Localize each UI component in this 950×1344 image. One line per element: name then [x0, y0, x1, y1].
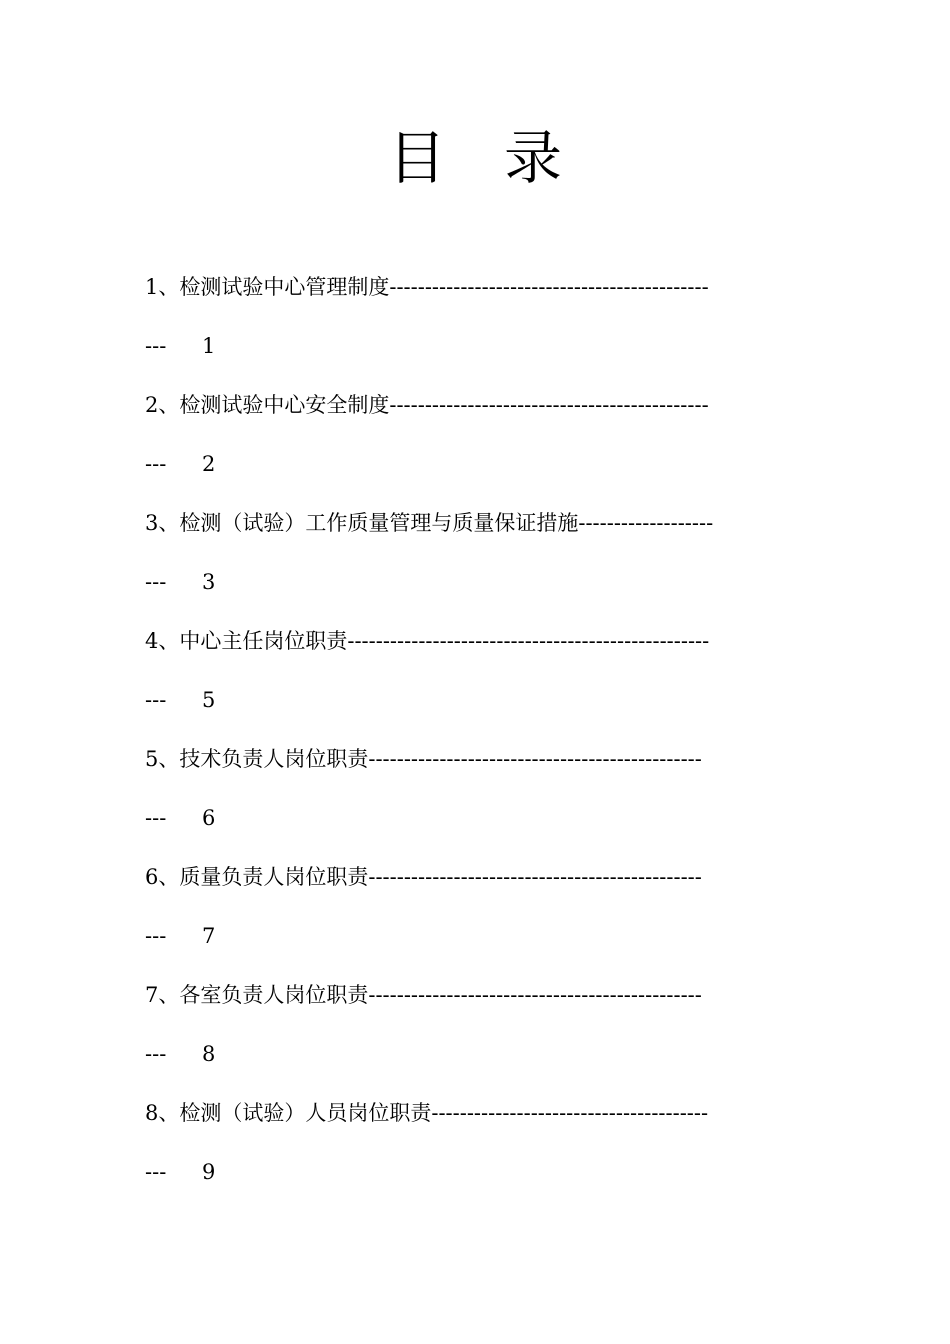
toc-entry-continuation [145, 907, 845, 966]
toc-page-number: 5 [202, 688, 216, 712]
toc-entry-title: 5、技术负责人岗位职责----------------------------------------------- [145, 747, 702, 771]
toc-entry-continuation [145, 671, 845, 730]
toc-entry-continuation [145, 1025, 845, 1084]
toc-entry[interactable] [145, 966, 845, 1084]
toc-entry[interactable] [145, 1084, 845, 1202]
toc-entry[interactable] [145, 494, 845, 612]
toc-entry-title: 7、各室负责人岗位职责----------------------------------------------- [145, 983, 702, 1007]
toc-entry-title: 4、中心主任岗位职责--------------------------------------------------- [145, 629, 710, 653]
toc-entry[interactable] [145, 612, 845, 730]
toc-page-number: 7 [202, 924, 216, 948]
toc-leader-dashes: --- [145, 806, 167, 830]
toc-leader-dashes: --- [145, 924, 167, 948]
toc-entry[interactable] [145, 730, 845, 848]
toc-leader-dashes: --- [145, 334, 167, 358]
toc-entry-continuation [145, 789, 845, 848]
toc-page-number: 2 [202, 452, 216, 476]
page-title: 目 录 [387, 124, 562, 192]
toc-entry-title: 1、检测试验中心管理制度--------------------------------------------- [145, 275, 709, 299]
toc-leader-dashes: --- [145, 1042, 167, 1066]
toc-entry-title: 6、质量负责人岗位职责----------------------------------------------- [145, 865, 702, 889]
toc-entry-continuation [145, 1143, 845, 1202]
toc-page-number: 1 [202, 334, 216, 358]
toc-page-number: 3 [202, 570, 216, 594]
toc-entry-continuation [145, 435, 845, 494]
toc-entry-continuation [145, 317, 845, 376]
toc-entry-continuation [145, 553, 845, 612]
toc-entry[interactable] [145, 258, 845, 376]
toc-leader-dashes: --- [145, 688, 167, 712]
toc-entry[interactable] [145, 848, 845, 966]
toc-entry-title: 3、检测（试验）工作质量管理与质量保证措施------------------- [145, 511, 714, 535]
toc-leader-dashes: --- [145, 570, 167, 594]
toc-leader-dashes: --- [145, 452, 167, 476]
toc-page-number: 8 [202, 1042, 216, 1066]
table-of-contents [145, 258, 845, 1202]
toc-entry-title: 8、检测（试验）人员岗位职责--------------------------------------- [145, 1101, 709, 1125]
toc-entry-title: 2、检测试验中心安全制度--------------------------------------------- [145, 393, 709, 417]
toc-entry[interactable] [145, 376, 845, 494]
toc-page-number: 9 [202, 1160, 216, 1184]
toc-leader-dashes: --- [145, 1160, 167, 1184]
toc-page-number: 6 [202, 806, 216, 830]
